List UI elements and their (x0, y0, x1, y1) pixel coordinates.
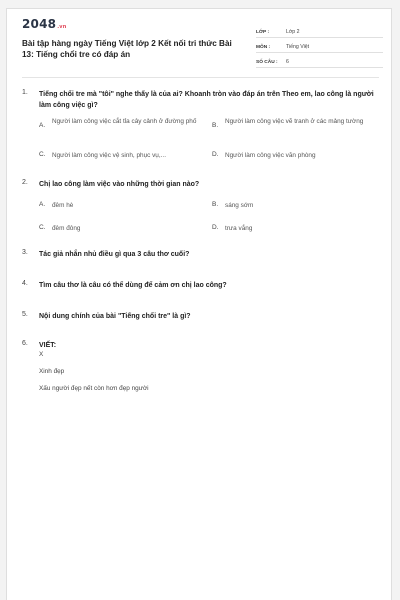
question-number: 5. (22, 311, 28, 318)
meta-row-subject (256, 38, 383, 53)
writing-line: X (39, 351, 44, 358)
question-number: 6. (22, 340, 28, 347)
question-number: 3. (22, 249, 28, 256)
option-a[interactable] (39, 117, 197, 129)
option-c[interactable] (39, 151, 202, 161)
option-text: Người làm công việc vệ sinh, phục vụ,... (52, 152, 166, 159)
meta-value: Lớp 2 (286, 29, 300, 35)
worksheet-page (6, 8, 392, 600)
answer-options (39, 201, 382, 241)
option-b[interactable] (212, 201, 375, 211)
option-a[interactable] (39, 201, 202, 211)
meta-key: SỐ CÂU : (256, 60, 278, 65)
question-4 (22, 280, 382, 291)
meta-row-grade (256, 23, 383, 38)
option-text: đêm đông (52, 225, 81, 232)
meta-value: 6 (286, 59, 289, 65)
option-text: Người làm công việc cắt tỉa cây cảnh ở đường phố (52, 118, 197, 125)
option-key: A. (39, 122, 46, 129)
site-logo[interactable] (22, 17, 67, 31)
question-text: Chị lao công làm việc vào những thời gian nào? (39, 181, 200, 188)
writing-line: Xấu người đẹp nết còn hơn đẹp người (39, 385, 149, 392)
option-key: D. (212, 224, 219, 231)
option-b[interactable] (212, 117, 370, 129)
meta-value: Tiếng Việt (286, 44, 310, 50)
question-3 (22, 249, 382, 260)
header-divider (22, 77, 379, 78)
question-number: 1. (22, 89, 28, 96)
option-key: D. (212, 151, 219, 158)
question-2 (22, 179, 382, 241)
option-text: Người làm công việc văn phòng (225, 152, 316, 159)
option-text: đêm hè (52, 202, 74, 209)
question-5 (22, 311, 382, 322)
option-d[interactable] (212, 151, 375, 161)
question-number: 2. (22, 179, 28, 186)
option-key: B. (212, 122, 219, 129)
option-key: A. (39, 201, 46, 208)
option-d[interactable] (212, 224, 375, 234)
question-1 (22, 89, 382, 179)
meta-key: LỚP : (256, 30, 270, 35)
question-text: Tác giả nhắn nhủ điều gì qua 3 câu thơ cuối? (39, 251, 190, 258)
option-key: B. (212, 201, 219, 208)
question-text: Tiếng chổi tre mà "tôi" nghe thấy là của ai? Khoanh tròn vào đáp án trên Theo em, lao công là người làm công việc gì? (39, 91, 374, 109)
meta-key: MÔN : (256, 45, 271, 50)
worksheet-meta (256, 23, 383, 68)
meta-row-question-count (256, 53, 383, 68)
option-c[interactable] (39, 224, 202, 234)
option-key: C. (39, 151, 46, 158)
option-text: Người làm công việc vẽ tranh ở các mảng tường (225, 118, 364, 125)
option-text: trưa vắng (225, 225, 253, 232)
option-key: C. (39, 224, 46, 231)
question-text: Nội dung chính của bài "Tiếng chổi tre" là gì? (39, 313, 191, 320)
worksheet-title: Bài tập hàng ngày Tiếng Việt lớp 2 Kết nối tri thức Bài 13: Tiếng chổi tre có đáp án (22, 39, 232, 59)
worksheet-header (7, 9, 391, 71)
question-text: VIẾT: (39, 342, 57, 349)
logo-tld: .vn (57, 24, 67, 30)
question-6 (22, 340, 382, 392)
logo-text: 2048 (22, 17, 57, 31)
question-text: Tìm câu thơ là câu có thể dùng để cảm ơn chị lao công? (39, 282, 227, 289)
answer-options (39, 117, 382, 179)
option-text: sáng sớm (225, 202, 254, 209)
writing-line: Xinh đẹp (39, 368, 65, 375)
question-number: 4. (22, 280, 28, 287)
